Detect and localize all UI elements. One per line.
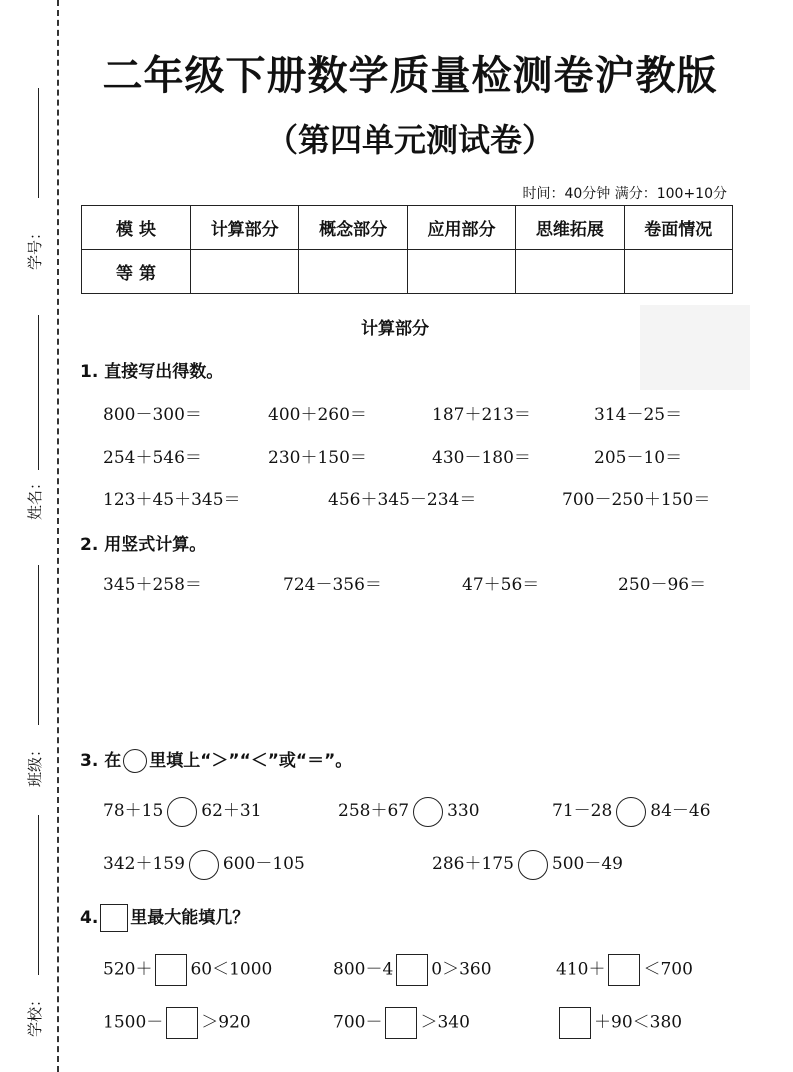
q4-part-b: ＞340 (420, 1012, 470, 1033)
score-cell[interactable] (624, 250, 732, 294)
q4-title-suffix: 里最大能填几？ (130, 908, 250, 928)
q2-item: 345＋258＝ (103, 575, 202, 595)
q4-part-a: 520＋ (103, 959, 153, 980)
answer-box[interactable] (559, 1007, 591, 1039)
name-label: 姓名： (26, 474, 44, 520)
score-header-thinking: 思维拓展 (516, 206, 624, 250)
q3-left: 71－28 (552, 801, 613, 821)
q4-part-b: ＞920 (201, 1012, 251, 1033)
q4-item (103, 954, 272, 986)
q2-item: 47＋56＝ (462, 575, 540, 595)
score-table-header-row (82, 206, 733, 250)
q4-title (80, 903, 249, 932)
q4-item (556, 1007, 682, 1039)
q3-right: 62＋31 (201, 801, 262, 821)
answer-box[interactable] (385, 1007, 417, 1039)
q2-title: 2. 用竖式计算。 (80, 535, 207, 555)
q3-left: 286＋175 (432, 854, 514, 874)
student-no-field (18, 80, 52, 280)
q2-item: 724－356＝ (283, 575, 382, 595)
q1-item: 230＋150＝ (268, 448, 367, 468)
answer-box[interactable] (608, 954, 640, 986)
q1-item: 314－25＝ (594, 405, 683, 425)
q3-right: 84－46 (650, 801, 711, 821)
square-icon (100, 904, 128, 932)
q4-part-b: 0＞360 (431, 959, 492, 980)
score-cell[interactable] (516, 250, 624, 294)
q1-item: 187＋213＝ (432, 405, 531, 425)
q4-item (103, 1007, 251, 1039)
q4-part-b: ＋90＜380 (594, 1012, 683, 1033)
q3-item (338, 796, 480, 827)
time-info: 时间：40分钟 满分：100+10分 (522, 186, 727, 202)
class-field (18, 565, 52, 795)
q1-title: 1. 直接写出得数。 (80, 362, 224, 382)
page-title: 二年级下册数学质量检测卷沪教版 (102, 53, 718, 99)
q4-item (333, 1007, 470, 1039)
q3-item (103, 796, 262, 827)
q3-title-suffix: 里填上“＞”“＜”或“＝”。 (149, 751, 353, 771)
score-row-label: 等 第 (82, 250, 191, 294)
score-table (81, 205, 733, 294)
score-header-application: 应用部分 (407, 206, 515, 250)
q1-item: 254＋546＝ (103, 448, 202, 468)
answer-circle[interactable] (616, 797, 646, 827)
name-field (18, 315, 52, 525)
answer-box[interactable] (166, 1007, 198, 1039)
section-title: 计算部分 (361, 319, 429, 339)
q3-item (552, 796, 711, 827)
answer-circle[interactable] (189, 850, 219, 880)
q3-left: 258＋67 (338, 801, 410, 821)
q4-part-a: 1500－ (103, 1012, 164, 1033)
student-no-label: 学号： (26, 224, 44, 270)
score-cell[interactable] (407, 250, 515, 294)
score-table-grade-row (82, 250, 733, 294)
q4-part-a: 700－ (333, 1012, 383, 1033)
binding-dashed-line (57, 0, 59, 1072)
name-line (38, 315, 39, 470)
q3-left: 78＋15 (103, 801, 164, 821)
q4-title-prefix: 4. (80, 908, 99, 928)
q1-item: 700－250＋150＝ (562, 490, 711, 510)
q1-item: 456＋345－234＝ (328, 490, 477, 510)
score-cell[interactable] (191, 250, 299, 294)
class-label: 班级： (26, 741, 44, 787)
student-no-line (38, 88, 39, 198)
class-line (38, 565, 39, 725)
q1-item: 430－180＝ (432, 448, 531, 468)
score-header-neatness: 卷面情况 (624, 206, 732, 250)
q3-right: 500－49 (551, 854, 623, 874)
q3-title-prefix: 3. 在 (80, 751, 122, 771)
circle-icon (123, 749, 147, 773)
q3-right: 330 (447, 801, 480, 821)
school-label: 学校： (26, 991, 44, 1037)
q3-right: 600－105 (222, 854, 305, 874)
q4-part-a: 800－4 (333, 959, 394, 980)
answer-circle[interactable] (167, 797, 197, 827)
q4-item (556, 954, 693, 986)
q4-part-b: ＜700 (643, 959, 693, 980)
q4-item (333, 954, 492, 986)
q2-item: 250－96＝ (618, 575, 707, 595)
q1-item: 400＋260＝ (268, 405, 367, 425)
page-subtitle: （第四单元测试卷） (265, 121, 554, 159)
q3-title (80, 746, 352, 773)
answer-box[interactable] (396, 954, 428, 986)
score-header-calc: 计算部分 (191, 206, 299, 250)
score-cell[interactable] (299, 250, 407, 294)
school-line (38, 815, 39, 975)
q1-item: 205－10＝ (594, 448, 683, 468)
q4-part-b: 60＜1000 (190, 959, 273, 980)
score-header-concept: 概念部分 (299, 206, 407, 250)
q1-item: 800－300＝ (103, 405, 202, 425)
q4-part-a: 410＋ (556, 959, 606, 980)
school-field (18, 815, 52, 1045)
q3-item (432, 849, 623, 880)
score-header-module: 模 块 (82, 206, 191, 250)
q3-left: 342＋159 (103, 854, 185, 874)
q1-item: 123＋45＋345＝ (103, 490, 241, 510)
q3-item (103, 849, 305, 880)
answer-circle[interactable] (413, 797, 443, 827)
answer-box[interactable] (155, 954, 187, 986)
answer-circle[interactable] (518, 850, 548, 880)
